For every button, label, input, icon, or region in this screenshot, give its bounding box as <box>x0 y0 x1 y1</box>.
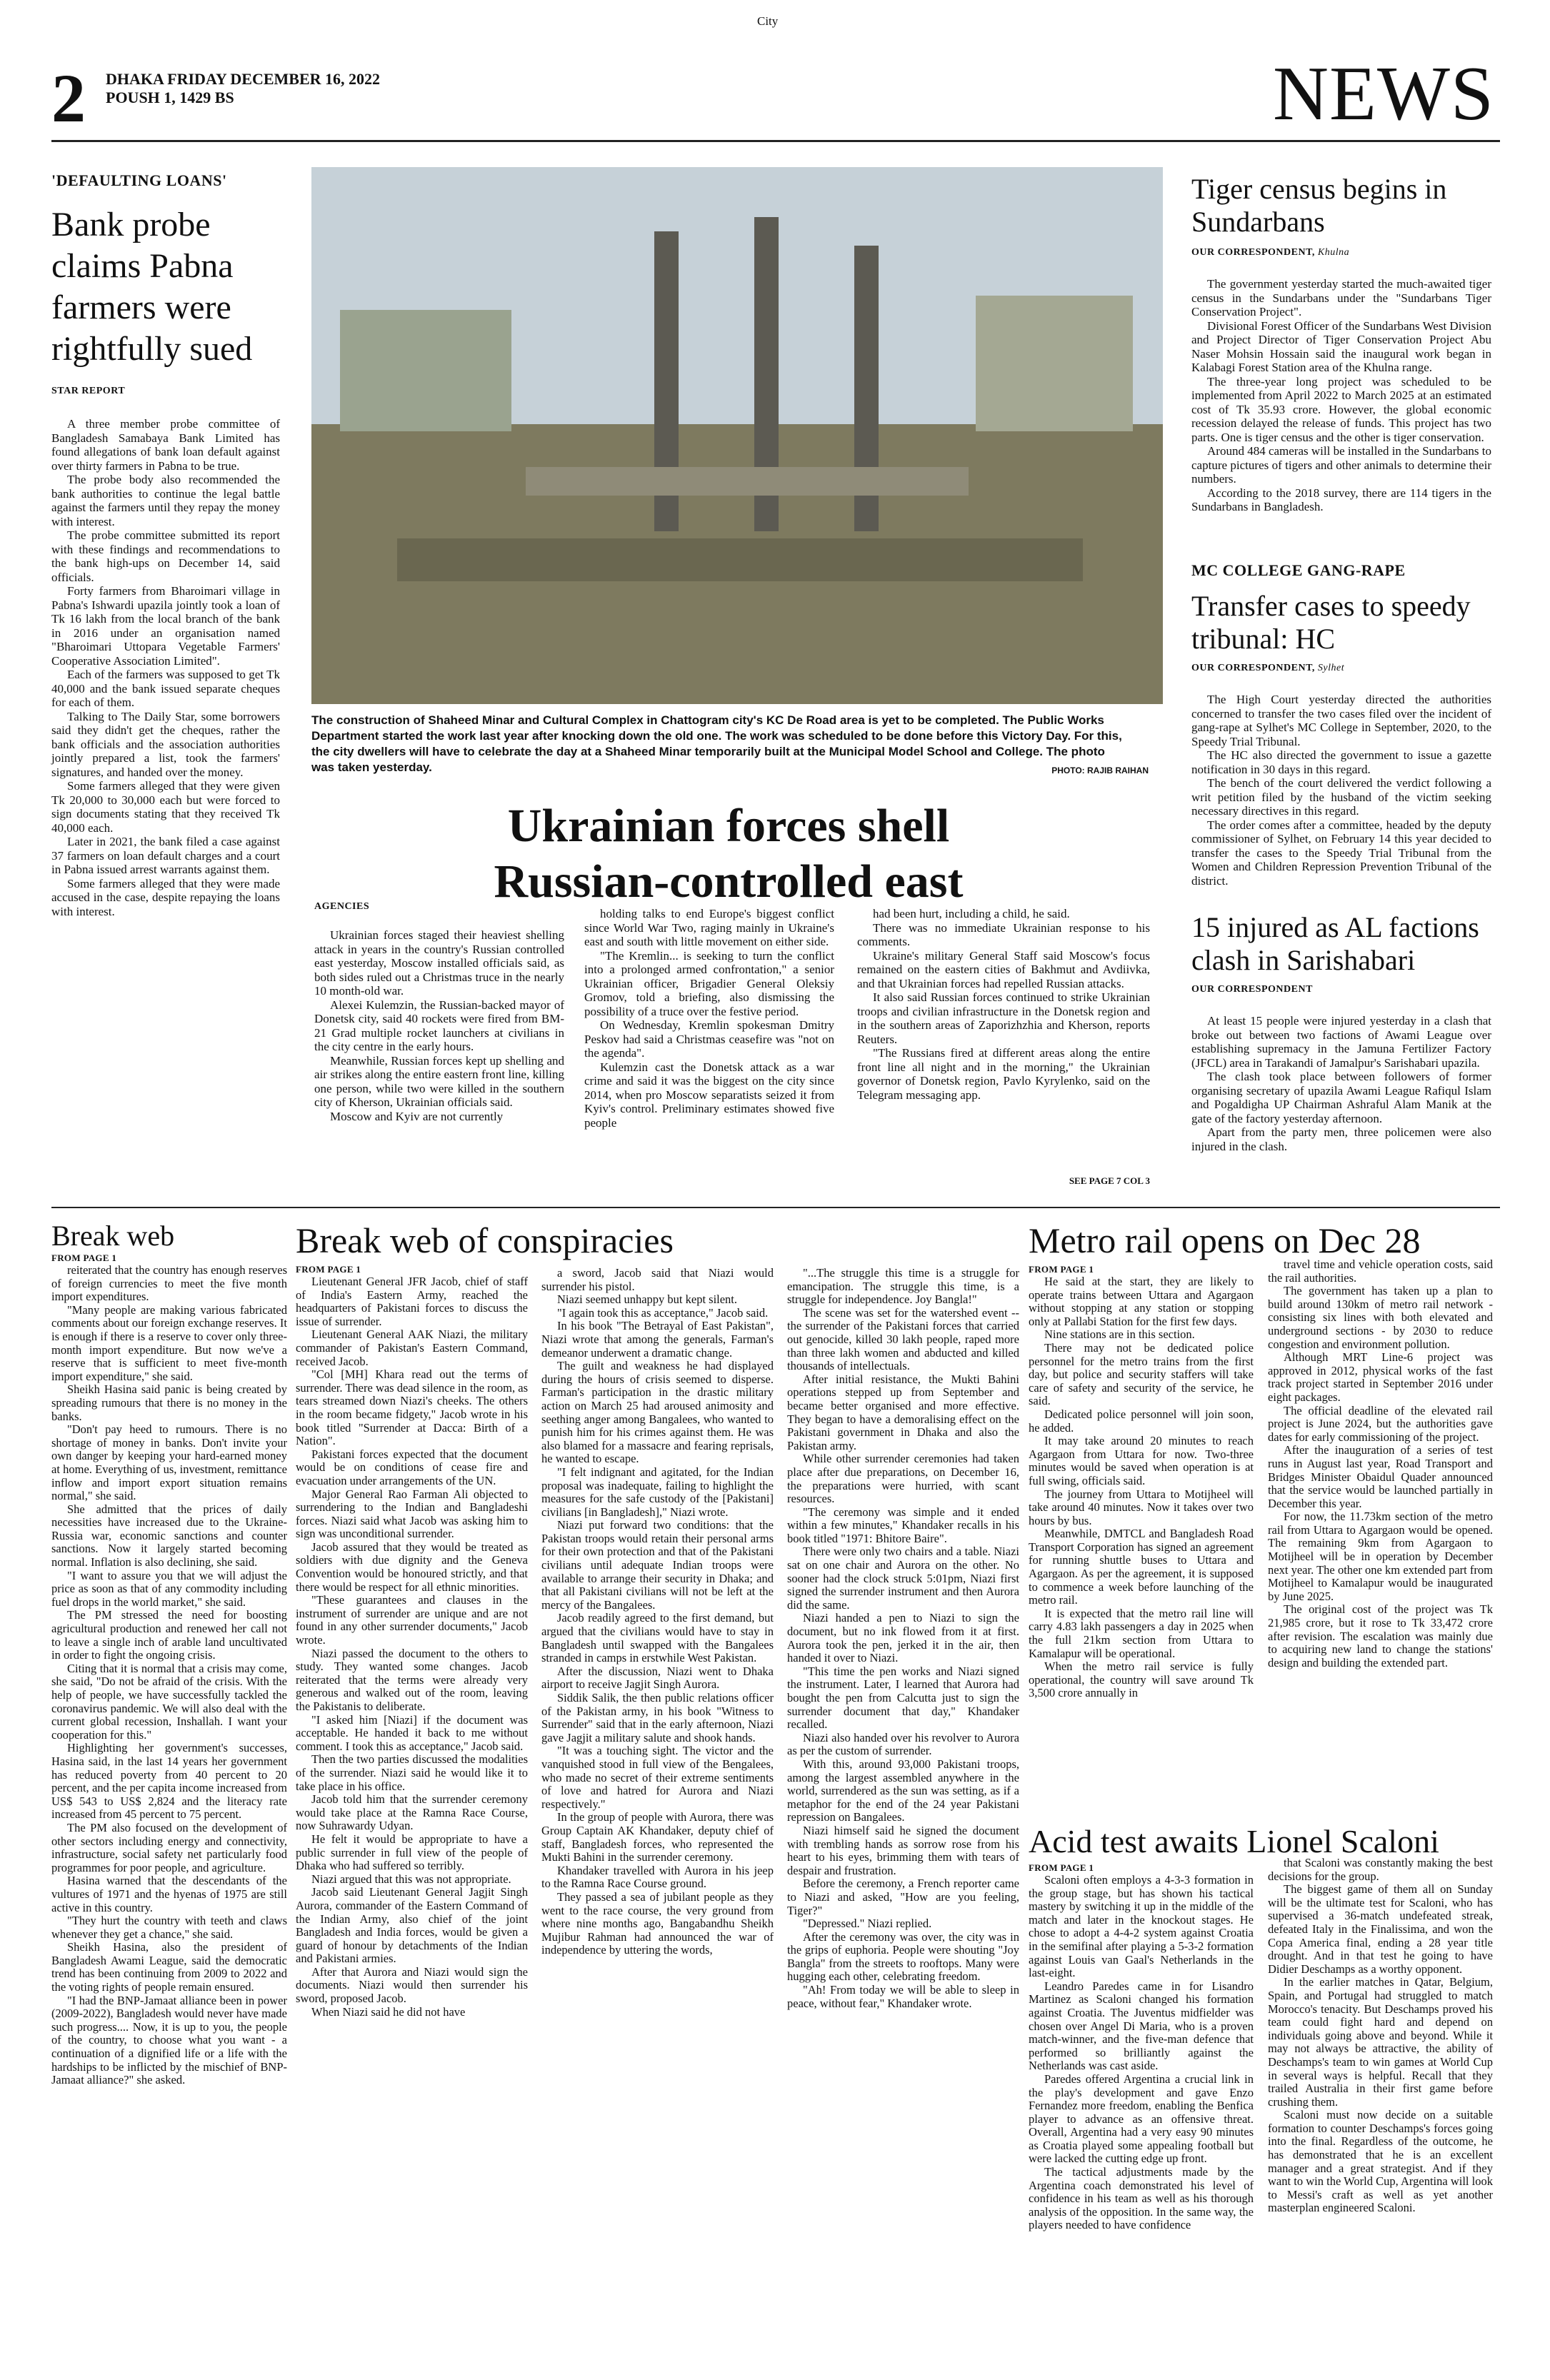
paragraph: A three member probe committee of Bangladesh Samabaya Bank Limited has found allegations of bank loan default against over thirty farmers in Pabna to be true. <box>51 417 280 473</box>
paragraph: Each of the farmers was supposed to get Tk 40,000 and the bank issued separate cheques for each of them. <box>51 668 280 709</box>
date-line-2: POUSH 1, 1429 BS <box>106 89 234 106</box>
paragraph: "I felt indignant and agitated, for the Indian proposal was inadequate, failing to highlight the measures for the safe custody of the [Pakistani] civilians [in Bangladesh]," Niazi wrote. <box>541 1465 774 1519</box>
al-headline: 15 injured as AL factions clash in Sarishabari <box>1191 911 1479 976</box>
ukraine-headline-1: Ukrainian forces shell <box>507 800 950 852</box>
ukraine-see-page: SEE PAGE 7 COL 3 <box>1069 1175 1150 1186</box>
paragraph: The probe committee submitted its report with these findings and recommendations to the bank high-ups on December 14, said officials. <box>51 528 280 584</box>
paragraph: Niazi argued that this was not appropriate. <box>311 1872 511 1886</box>
paragraph: In the group of people with Aurora, there was Group Captain AK Khandaker, deputy chief of staff, Bangladesh forces, who represented the Mukti Bahini in the surrender ceremony. <box>541 1810 774 1864</box>
paragraph: It is expected that the metro rail line will carry 4.83 lakh passengers a day in 2025 when the full 21km section from Uttara to Kamalapur will be operational. <box>1029 1606 1254 1660</box>
scaloni-from: FROM PAGE 1 <box>1029 1862 1094 1873</box>
al-story <box>1191 911 1491 1153</box>
photo-caption: The construction of Shaheed Minar and Cultural Complex in Chattogram city's KC De Road area is yet to be completed. The Public Works Department started the work last year after knocking down the old one. The work was scheduled to be done before this Victory Day. For this, the city dwellers will have to celebrate the day at a Shaheed Minar temporarily built at the Municipal Model School and College. The photo was taken yesterday. <box>311 713 1122 774</box>
paragraph: Jacob assured that they would be treated as soldiers with due dignity and the Geneva Convention would be honoured strictly, and that there would be respect for all ethnic minorities. <box>296 1540 528 1594</box>
paragraph: had been hurt, including a child, he said. <box>873 907 1070 920</box>
paragraph: "These guarantees and clauses in the instrument of surrender are unique and are not found in any other surrender documents," Jacob wrote. <box>296 1593 528 1647</box>
shaheed-minar-photo <box>311 167 1163 704</box>
ukraine-headline-2: Russian-controlled east <box>494 855 964 908</box>
paragraph: Pakistani forces expected that the document would be on conditions of cease fire and evacuation under arrangements of the UN. <box>296 1447 528 1487</box>
mc-byline-name: OUR CORRESPONDENT, <box>1191 663 1315 673</box>
paragraph: "The Russians fired at different areas along the entire front line all night and in the morning," the Ukrainian governor of Donetsk region, Pavlo Kyrylenko, said on the Telegram messaging app. <box>857 1046 1150 1102</box>
paragraph: There were only two chairs and a table. Niazi sat on one chair and Aurora on the other. No sooner had the clock struck 5:01pm, Niazi first signed the surrender instrument and then Aurora did the same. <box>787 1545 1019 1612</box>
paragraph: Niazi put forward two conditions: that the Pakistan troops would retain their personal arms for their own protection and that of the Pakistani civilians until adequate Indian troops were available to arrange their security in Dhaka; and that all Pakistani civilians will not be left at the mercy of the Bangalees. <box>541 1518 774 1612</box>
paragraph: Alexei Kulemzin, the Russian-backed mayor of Donetsk city, said 40 rockets were fired from BM-21 Grad multiple rocket launchers at civilians in the city centre in the early hours. <box>314 998 564 1053</box>
paragraph: The guilt and weakness he had displayed during the hours of crisis seemed to disperse. Farman's participation in the drastic military action on March 25 had aroused animosity and seething anger among Bangalees, who wanted to punish him for his crimes against them. He was also blamed for a massacre and fearing reprisals, he wanted to escape. <box>541 1359 774 1466</box>
al-body <box>1191 1014 1491 1153</box>
paragraph: Ukrainian forces staged their heaviest shelling attack in years in the country's Russian controlled east yesterday, Moscow installed officials said, as both sides ruled out a Christmas truce in the nearly 10 month-old war. <box>314 928 564 998</box>
paragraph: that Scaloni was constantly making the best decisions for the group. <box>1268 1856 1493 1883</box>
tiger-story <box>1191 173 1491 514</box>
breakweb-story <box>51 1220 287 2087</box>
date-line-1: DHAKA FRIDAY DECEMBER 16, 2022 <box>106 70 381 88</box>
scaloni-col-2 <box>1268 1857 1493 2215</box>
conspiracies-from: FROM PAGE 1 <box>296 1264 361 1275</box>
tiger-byline-place: Khulna <box>1317 247 1350 258</box>
paragraph: Niazi himself said he signed the document with trembling hands as sorrow rose from his heart to his eyes, brimming them with tears of despair and frustration. <box>787 1823 1019 1877</box>
paragraph: Talking to The Daily Star, some borrowers said they didn't get the cheques, rather the bank officials and the association authorities jointly prepared a list, took the farmers' signatures, and handed over the money. <box>51 709 280 779</box>
conspiracies-col-1 <box>296 1275 528 2019</box>
scaloni-headline: Acid test awaits Lionel Scaloni <box>1029 1823 1439 1859</box>
paragraph: The clash took place between followers of former organising secretary of upazila Awami League Rafiqul Islam and Pogaldigha UP Chairman Ashraful Alam Manik at the gate of the factory yesterday afternoon. <box>1191 1070 1491 1125</box>
paragraph: "I want to assure you that we will adjust the price as soon as that of any commodity including fuel drops in the world market," she said. <box>51 1568 287 1609</box>
conspiracies-story <box>296 1220 1010 1261</box>
paragraph: There was no immediate Ukrainian response to his comments. <box>857 920 1150 948</box>
al-byline: OUR CORRESPONDENT <box>1191 984 1313 995</box>
paragraph: reiterated that the country has enough reserves of foreign currencies to meet the five month import expenditures. <box>51 1263 287 1304</box>
paragraph: Jacob told him that the surrender ceremony would take place at the Ramna Race Course, now Suhrawardy Udyan. <box>296 1792 528 1833</box>
bank-story <box>51 171 280 918</box>
paragraph: Lieutenant General JFR Jacob, chief of staff of India's Eastern Army, reached the headquarters of Pakistani forces to discuss the issue of surrender. <box>296 1275 528 1328</box>
paragraph: It may take around 20 minutes to reach Agargaon from Uttara for now. Two-three minutes would be saved when operation is at full swing, officials said. <box>1029 1434 1254 1487</box>
paragraph: They passed a sea of jubilant people as they went to the race course, the very ground from where nine months ago, Bangabandhu Sheikh Mujibur Rahman had announced the war of independence by uttering the words, <box>541 1889 774 1957</box>
paragraph: Scaloni often employs a 4-3-3 formation in the group stage, but has shown his tactical mastery by switching it up in the middle of the match and later in the knockout stages. He chose to adopt a 4-4-2 system against Croatia in the semifinal after playing a 5-3-2 formation against Louis van Gaal's Netherlands in the last-eight. <box>1029 1873 1254 1980</box>
paragraph: After initial resistance, the Mukti Bahini operations stepped up from September and became better organised and more effective. They began to have a demoralising effect on the Pakistani government in Dhaka and also the Pakistan army. <box>787 1372 1019 1452</box>
paragraph: Paredes offered Argentina a crucial link in the play's development and gave Enzo Fernandez more freedom, enabling the Benfica player to advance as an offensive threat. Overall, Argentina had a very easy 90 minutes as Croatia played some appealing football but were lacked the cutting edge up front. <box>1029 2072 1254 2166</box>
paragraph: The original cost of the project was Tk 21,985 crore, but it rose to Tk 33,472 crore after revision. The escalation was mainly due to acquiring new land to change the stations' design and building the extended part. <box>1268 1602 1493 1669</box>
paragraph: "The ceremony was simple and it ended within a few minutes," Khandaker recalls in his book titled "1971: Bhitore Baire". <box>787 1505 1019 1545</box>
mc-body <box>1191 693 1491 888</box>
paragraph: Jacob readily agreed to the first demand, but argued that the civilians would have to stay in Bangladesh until swapped with the Bangalees stranded in camps in erstwhile West Pakistan. <box>541 1611 774 1665</box>
conspiracies-headline: Break web of conspiracies <box>296 1220 674 1260</box>
paragraph: She admitted that the prices of daily necessities have increased due to the Ukraine-Russia war, economic sanctions and counter sanctions. Now it largely started becoming normal. Inflation is also declining, she said. <box>51 1502 287 1570</box>
paragraph: Although MRT Line-6 project was approved in 2012, physical works of the fast track project started in September 2016 under eight packages. <box>1268 1350 1493 1404</box>
paragraph: Lieutenant General AAK Niazi, the military commander of Pakistan's Eastern Command, received Jacob. <box>296 1327 528 1368</box>
conspiracies-col-3 <box>787 1267 1019 2010</box>
paragraph: "...The struggle this time is a struggle for emancipation. The struggle this time, is a struggle for independence. Joy Bangla!" <box>787 1266 1019 1307</box>
paragraph: Divisional Forest Officer of the Sundarbans West Division and Project Director of Tiger Conservation Project Abu Naser Mohsin Hossain said the inaugural work began in Kalabagi Forest Station area of the Khulna range. <box>1191 318 1491 374</box>
paragraph: According to the 2018 survey, there are 114 tigers in the Sundarbans in Bangladesh. <box>1191 486 1491 513</box>
paragraph: After the ceremony was over, the city was in the grips of euphoria. People were shouting "Joy Bangla" from the streets to rooftops. Many were hugging each other, celebrating freedom. <box>787 1929 1019 1984</box>
paragraph: He felt it would be appropriate to have a public surrender in full view of the people of Dhaka who had suffered so terribly. <box>296 1832 528 1873</box>
paragraph: Meanwhile, DMTCL and Bangladesh Road Transport Corporation has signed an agreement for running shuttle buses to Uttara and Agargaon. As per the agreement, it is supposed to commence a week before launching of the metro rail. <box>1029 1527 1254 1607</box>
paragraph: Dedicated police personnel will join soon, he added. <box>1029 1407 1254 1435</box>
tiger-byline <box>1191 247 1491 258</box>
paragraph: Major General Rao Farman Ali objected to surrendering to the Indian and Bangladeshi forces. Niazi said what Jacob was asking him to sign was unconditional surrender. <box>296 1487 528 1541</box>
paragraph: travel time and vehicle operation costs, said the rail authorities. <box>1268 1257 1493 1285</box>
paragraph: Citing that it is normal that a crisis may come, she said, "Do not be afraid of the crisis. With the help of people, we have successfully tackled the coronavirus pandemic. We will also deal with the current global recession, Inshallah. I want your cooperation for this." <box>51 1661 287 1742</box>
paragraph: Scaloni must now decide on a suitable formation to counter Deschamps's forces going into the final. Regardless of the outcome, he has demonstrated that he is an excellent manager and a great strategist. And if they want to win the World Cup, Argentina will look to Messi's craft as well as yet another masterplan engineered Scaloni. <box>1268 2108 1493 2215</box>
paragraph: While other surrender ceremonies had taken place after due preparations, on December 16, the preparations were hurried, with scant resources. <box>787 1452 1019 1506</box>
construction-scaffold-graphic <box>311 167 1163 704</box>
paragraph: Meanwhile, Russian forces kept up shelling and air strikes along the entire eastern front line, killing one person, while two were killed in the southern city of Kherson, Ukrainian officials said. <box>314 1053 564 1109</box>
paragraph: On Wednesday, Kremlin spokesman Dmitry Peskov had said a Christmas ceasefire was "not on the agenda". <box>584 1018 834 1060</box>
ukraine-byline: AGENCIES <box>314 901 370 912</box>
paragraph: "Many people are making various fabricated comments about our foreign exchange reserves. It is enough if there is a reserve to cover only three-month import expenditure. But now we've a reserve that is sufficient to meet five-month import expenditure," she said. <box>51 1302 287 1383</box>
breakweb-from: FROM PAGE 1 <box>51 1252 117 1263</box>
paragraph: The three-year long project was scheduled to be implemented from April 2022 to March 2025 at an estimated cost of Tk 35.93 crore. However, the global economic recession delayed the release of funds. This project has two parts. One is tiger census and the other is tiger conservation. <box>1191 374 1491 444</box>
paragraph: The probe body also recommended the bank authorities to continue the legal battle against the farmers until they repay the money with interest. <box>51 473 280 528</box>
breakweb-headline: Break web <box>51 1220 175 1252</box>
paragraph: At least 15 people were injured yesterday in a clash that broke out between two factions of Awami League over establishing supremacy in the Jamuna Fertilizer Factory (JFCL) area in Tarakandi of Jamalpur's Sarishabari upazila. <box>1191 1014 1491 1070</box>
scaloni-col-1 <box>1029 1874 1254 2232</box>
paragraph: Niazi handed a pen to Niazi to sign the document, but no ink flowed from it at first. Aurora took the pen, jerked it in the air, then handed it over to Niazi. <box>787 1611 1019 1665</box>
paragraph: "They hurt the country with teeth and claws whenever they get a chance," she said. <box>51 1914 287 1941</box>
paragraph: Then the two parties discussed the modalities of the surrender. Niazi said he would like it to take place in his office. <box>296 1752 528 1793</box>
ukraine-col-1 <box>314 928 564 1123</box>
paragraph: "The Kremlin... is seeking to turn the conflict into a prolonged armed confrontation," a senior Ukrainian officer, Brigadier General Oleksiy Gromov, told a briefing, also dismissing the possibility of a truce over the festive period. <box>584 948 834 1018</box>
ukraine-col-2 <box>584 907 834 1130</box>
mc-byline-place: Sylhet <box>1317 663 1345 673</box>
mid-rule <box>51 1207 1500 1208</box>
tiger-headline: Tiger census begins in Sundarbans <box>1191 173 1447 238</box>
paragraph: "Ah! From today we will be able to sleep in peace, without fear," Khandaker wrote. <box>787 1983 1019 2010</box>
breakweb-body <box>51 1264 287 2087</box>
mc-headline: Transfer cases to speedy tribunal: HC <box>1191 590 1471 655</box>
mc-story <box>1191 561 1491 888</box>
paragraph: Jacob said Lieutenant General Jagjit Singh Aurora, commander of the Eastern Command of the Indian Army, also chief of the joint Bangladesh and India forces, would be given a guard of honour by detachments of the Indian and Pakistani armies. <box>296 1885 528 1966</box>
paragraph: After that Aurora and Niazi would sign the documents. Niazi would then surrender his sword, proposed Jacob. <box>296 1964 528 2006</box>
paragraph: Hasina warned that the descendants of the vultures of 1971 and the hyenas of 1975 are still active in this country. <box>51 1874 287 1914</box>
bank-kicker: 'DEFAULTING LOANS' <box>51 171 227 189</box>
ukraine-col-3 <box>857 907 1150 1102</box>
bank-body <box>51 417 280 918</box>
paragraph: In the earlier matches in Qatar, Belgium, Spain, and Portugal had struggled to match Morocco's tenacity. But Deschamps proved his team could fight hard and depend on individuals going above and beyond. While it may not always be attractive, the ability of Deschamps's team to win games at World Cup in several ways is helpful. Recall that they trailed Australia in their first game before crushing them. <box>1268 1975 1493 2109</box>
ukraine-headline <box>429 798 1029 910</box>
paragraph: Apart from the party men, three policemen were also injured in the clash. <box>1191 1125 1491 1153</box>
header-rule <box>51 140 1500 142</box>
paragraph: The order comes after a committee, headed by the deputy commissioner of Sylhet, on February 14 this year decided to transfer the cases to the Speedy Trial Tribunal from the Women and Children Repression Prevention Tribunal of the district. <box>1191 818 1491 888</box>
paragraph: Forty farmers from Bharoimari village in Pabna's Ishwardi upazila jointly took a loan of Tk 16 lakh from the local branch of the bank in 2016 under an organisation named "Bharoimari Uttopara Vegetable Farmers' Cooperative Association Limited". <box>51 584 280 668</box>
metro-col-1 <box>1029 1275 1254 1700</box>
paragraph: There may not be dedicated police personnel for the metro trains from the first day, but police and security staffers will take care of safety and security of the service, he said. <box>1029 1340 1254 1408</box>
paragraph: Leandro Paredes came in for Lisandro Martinez as Scaloni changed his formation against Croatia. The Juventus midfielder was chosen over Angel Di Maria, who is a proven match-winner, and the five-man defence that performed so brilliantly against the Netherlands was cast aside. <box>1029 1979 1254 2073</box>
paragraph: "It was a touching sight. The victor and the vanquished stood in full view of the Bengalees, who made no secret of their extreme sentiments of love and hatred for Aurora and Niazi respectively." <box>541 1744 774 1811</box>
mc-kicker: MC COLLEGE GANG-RAPE <box>1191 561 1406 579</box>
paragraph: After the inauguration of a series of test runs in August last year, Road Transport and Bridges Minister Obaidul Quader announced that the service would be launched partially in December this year. <box>1268 1443 1493 1510</box>
paragraph: "Col [MH] Khara read out the terms of surrender. There was dead silence in the room, as tears streamed down Niazi's cheeks. The others in the room became fidgety," Jacob wrote in his book titled "Surrender at Dacca: Birth of a Nation". <box>296 1367 528 1448</box>
paragraph: "This time the pen works and Niazi signed the instrument. Later, I learned that Aurora had bought the pen from Calcutta just to sign the surrender document that day," Khandaker recalled. <box>787 1664 1019 1732</box>
paragraph: Ukraine's military General Staff said Moscow's focus remained on the eastern cities of Bakhmut and Avdiivka, and that Ukrainian forces had repelled Russian attacks. <box>857 948 1150 990</box>
tiger-body <box>1191 277 1491 514</box>
dateline <box>106 70 380 107</box>
mc-byline <box>1191 663 1491 674</box>
paragraph: When the metro rail service is fully operational, the country will save around Tk 3,500 crore annually in <box>1029 1660 1254 1700</box>
paragraph: Kulemzin cast the Donetsk attack as a war crime and said it was the biggest on the city since 2014, when pro Moscow separatists seized it from Kyiv's control. Preliminary estimates showed five people <box>584 1060 834 1130</box>
tiger-byline-name: OUR CORRESPONDENT, <box>1191 247 1315 258</box>
bank-byline: STAR REPORT <box>51 386 126 396</box>
paragraph: Some farmers alleged that they were made accused in the case, despite repaying the loans with interest. <box>51 876 280 918</box>
paragraph: Niazi seemed unhappy but kept silent. <box>557 1292 738 1307</box>
paragraph: Khandaker travelled with Aurora in his jeep to the Ramna Race Course ground. <box>541 1863 774 1891</box>
paragraph: Niazi passed the document to the others to study. They wanted some changes. Jacob reiterated that the terms were already very generous and walked out of the room, leaving the Pakistanis to deliberate. <box>296 1646 528 1713</box>
metro-from: FROM PAGE 1 <box>1029 1264 1094 1275</box>
paragraph: holding talks to end Europe's biggest conflict since World War Two, raging mainly in Ukraine's east and south with little movement on either side. <box>584 907 834 948</box>
paragraph: The scene was set for the watershed event -- the surrender of the Pakistani forces that carried out genocide, killed 30 lakh people, raped more than three lakh women and abducted and killed thousands of intellectuals. <box>787 1305 1019 1373</box>
paragraph: The biggest game of them all on Sunday will be the ultimate test for Scaloni, who has supervised a 36-match undefeated streak, defeated Italy in the Finalissima, and won the Copa America final, ending a 28 year title drought. And in that test he going to have Didier Deschamps as a worthy opponent. <box>1268 1882 1493 1976</box>
paragraph: The PM stressed the need for boosting agricultural production and renewed her call not to leave a single inch of arable land uncultivated in order to fight the ongoing crisis. <box>51 1608 287 1662</box>
paragraph: The government has taken up a plan to build around 130km of metro rail network - consisting six lines with both elevated and underground sections - by 2030 to reduce congestion and environment pollution. <box>1268 1284 1493 1351</box>
paragraph: When Niazi said he did not have <box>311 2004 466 2019</box>
paragraph: It also said Russian forces continued to strike Ukrainian troops and civilian infrastructure in the Donetsk region and in the southern areas of Zaporizhzhia and Kherson, reports Reuters. <box>857 990 1150 1046</box>
page-number: 2 <box>51 60 86 136</box>
paragraph: Highlighting her government's successes, Hasina said, in the last 14 years her government has reduced poverty from 40 percent to 20 percent, and the per capita income increased from US$ 543 to US$ 2,824 and the literacy rate increased from 45 percent to 75 percent. <box>51 1741 287 1822</box>
paragraph: For now, the 11.73km section of the metro rail from Uttara to Agargaon would be opened. The remaining 9km from Agargaon to Motijheel will be in operation by December next year. The other one km extended part from Motijheel to Kamalapur would be inaugurated by June 2025. <box>1268 1510 1493 1603</box>
paragraph: "Depressed." Niazi replied. <box>803 1917 932 1931</box>
paragraph: "Don't pay heed to rumours. There is no shortage of money in banks. Don't invite your own danger by keeping your hard-earned money at home. Everything of us, investment, remittance inflow and import export situation remains normal," she said. <box>51 1422 287 1503</box>
paragraph: "I again took this as acceptance," Jacob said. <box>557 1305 769 1320</box>
paragraph: "I had the BNP-Jamaat alliance been in power (2009-2022), Bangladesh would never have made such progress.... Now, it is up to you, the people of the country, to choose what you want - a continuation of a dignified life or a life with the hardships to be inflicted by the mischief of BNP-Jamaat alliance?" she asked. <box>51 1993 287 2087</box>
paragraph: The HC also directed the government to issue a gazette notification in 30 days in this regard. <box>1191 748 1491 776</box>
paragraph: Moscow and Kyiv are not currently <box>330 1109 504 1123</box>
paragraph: He said at the start, they are likely to operate trains between Uttara and Agargaon without stopping at any station or stopping only at Pallabi Station for the first few days. <box>1029 1275 1254 1328</box>
paragraph: Around 484 cameras will be installed in the Sundarbans to capture pictures of tigers and other animals to determine their numbers. <box>1191 444 1491 486</box>
metro-headline: Metro rail opens on Dec 28 <box>1029 1220 1421 1260</box>
paragraph: The PM also focused on the development of other sectors including energy and connectivity, infrastructure, social safety net particularly food programmes for poor people, and agriculture. <box>51 1820 287 1874</box>
paragraph: The official deadline of the elevated rail project is June 2024, but the authorities gave dates for early commissioning of the project. <box>1268 1403 1493 1444</box>
paragraph: "I asked him [Niazi] if the document was acceptable. He handed it back to me without comment. I took this as acceptance," Jacob said. <box>296 1712 528 1753</box>
conspiracies-col-2 <box>541 1267 774 1957</box>
section-label-top: City <box>757 14 779 28</box>
paragraph: Sheikh Hasina said panic is being created by spreading rumours that there is no money in the banks. <box>51 1382 287 1423</box>
paragraph: Nine stations are in this section. <box>1044 1327 1195 1342</box>
section-title: NEWS <box>1273 51 1494 136</box>
metro-col-2 <box>1268 1258 1493 1669</box>
paragraph: In his book "The Betrayal of East Pakistan", Niazi wrote that among the generals, Farman's demeanor underwent a dramatic change. <box>541 1319 774 1360</box>
bank-headline: Bank probe claims Pabna farmers were rightfully sued <box>51 206 253 368</box>
paragraph: Before the ceremony, a French reporter came to Niazi and asked, "How are you feeling, Tiger?" <box>787 1877 1019 1917</box>
paragraph: Siddik Salik, the then public relations officer of the Pakistan army, in his book "Witness to Surrender" said that in the early afternoon, Niazi gave Jagjit a military salute and shook hands. <box>541 1691 774 1744</box>
paragraph: Later in 2021, the bank filed a case against 37 farmers on loan default charges and a court in Pabna issued arrest warrants against them. <box>51 835 280 876</box>
paragraph: The tactical adjustments made by the Argentina coach demonstrated his level of confidence in his team as well as his thorough analysis of the opposition. In the same way, the players needed to have confidence <box>1029 2165 1254 2232</box>
paragraph: Sheikh Hasina, also the president of Bangladesh Awami League, said the democratic trend has been continuing from 2009 to 2022 and the voting rights of people remain ensured. <box>51 1940 287 1994</box>
paragraph: The journey from Uttara to Motijheel will take around 40 minutes. Now it takes over two hours by bus. <box>1029 1487 1254 1527</box>
paragraph: a sword, Jacob said that Niazi would surrender his pistol. <box>541 1266 774 1293</box>
paragraph: The government yesterday started the much-awaited tiger census in the Sundarbans under the "Sundarbans Tiger Conservation Project". <box>1191 277 1491 318</box>
paragraph: The High Court yesterday directed the authorities concerned to transfer the two cases filed over the incident of gang-rape at Sylhet's MC College in September, 2020, to the Speedy Trial Tribunal. <box>1191 693 1491 748</box>
photo-credit: PHOTO: RAJIB RAIHAN <box>1051 765 1149 775</box>
paragraph: With this, around 93,000 Pakistani troops, among the largest assembled anywhere in the world, surrendered as the sun was setting, as if a metaphor for the end of the 24 year Pakistani repression on Bangalees. <box>787 1757 1019 1824</box>
paragraph: After the discussion, Niazi went to Dhaka airport to receive Jagjit Singh Aurora. <box>541 1664 774 1692</box>
paragraph: Some farmers alleged that they were given Tk 20,000 to 30,000 each but were forced to sign documents stating that they received Tk 40,000 each. <box>51 779 280 835</box>
paragraph: Niazi also handed over his revolver to Aurora as per the custom of surrender. <box>787 1730 1019 1758</box>
paragraph: The bench of the court delivered the verdict following a writ petition filed by the husband of the victim seeking necessary directives in this regard. <box>1191 776 1491 818</box>
